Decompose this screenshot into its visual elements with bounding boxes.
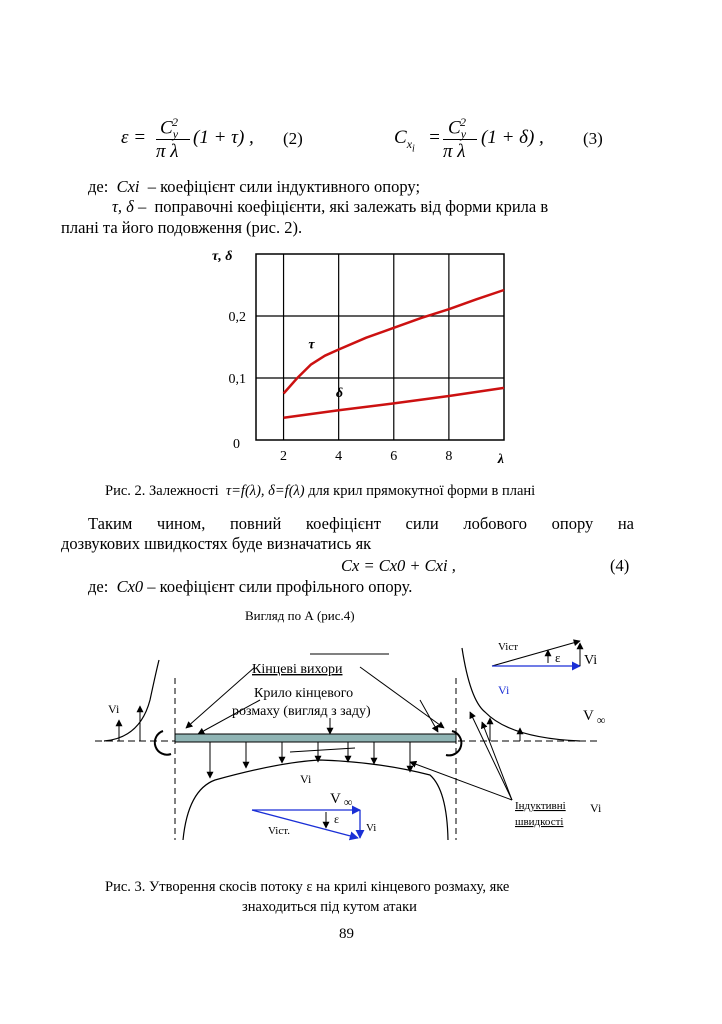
eq2-lhs: ε = bbox=[121, 127, 147, 148]
series-label-1: δ bbox=[335, 385, 344, 401]
x-tick-label: 6 bbox=[390, 449, 398, 464]
label-vi-center: Vi bbox=[300, 772, 312, 786]
label-vi-left: Vi bbox=[108, 702, 120, 716]
eq2-denominator: π λ bbox=[156, 141, 179, 162]
y-tick-label: 0,2 bbox=[228, 310, 246, 325]
definition-line: де: Cx0 – коефіцієнт сили профільного опору. bbox=[88, 577, 413, 596]
x-tick-label: 8 bbox=[445, 449, 453, 464]
label-wing-2: розмаху (вигляд з заду) bbox=[232, 704, 371, 719]
chart-grid bbox=[256, 254, 504, 440]
x-tick-label: 2 bbox=[280, 449, 288, 464]
x-axis-label: λ bbox=[497, 452, 504, 467]
label-vist-right: Viст bbox=[498, 641, 519, 653]
eq3-denominator: π λ bbox=[443, 141, 466, 162]
downwash-curve bbox=[183, 760, 448, 840]
pointer-wing-right bbox=[420, 700, 438, 732]
left-vortex bbox=[155, 731, 171, 755]
wing bbox=[175, 734, 456, 742]
eq3-tail: (1 + δ) , bbox=[481, 127, 544, 148]
label-vist-center: Viст. bbox=[268, 825, 290, 837]
eq3-numerator: $C_y^2$ bbox=[448, 115, 467, 142]
chart-frame bbox=[256, 254, 504, 440]
paragraph-line-2: дозвукових швидкостях буде визначатись як bbox=[61, 534, 372, 553]
pointer-induced-3 bbox=[482, 722, 512, 800]
eq2-tail: (1 + τ) , bbox=[193, 127, 254, 148]
pointer-vortex-right bbox=[360, 667, 444, 728]
crossline-wing bbox=[290, 748, 355, 752]
paragraph-line-1: Таким чином, повний коефіцієнт сили лобового опору на bbox=[88, 514, 634, 533]
figure-3-caption-1: Рис. 3. Утворення скосів потоку ε на крилі кінцевого розмаху, яке bbox=[105, 879, 510, 895]
text-line-3: плані та його подовження (рис. 2). bbox=[61, 218, 303, 237]
y-tick-label: 0,1 bbox=[228, 372, 246, 387]
equation-4: Cx = Cx0 + Cxi , bbox=[341, 556, 456, 575]
label-eps-center: ε bbox=[334, 812, 340, 826]
eq4-number: (4) bbox=[610, 556, 630, 575]
label-v-inf-right: V $_\infty$ bbox=[583, 708, 606, 727]
figure-3-diagram bbox=[0, 600, 722, 870]
fig3-title: Вигляд по А (рис.4) bbox=[245, 608, 355, 623]
eq3-fraction-bar bbox=[443, 139, 477, 140]
label-wing-1: Крило кінцевого bbox=[254, 686, 354, 701]
label-vi-center-small: Vi bbox=[366, 822, 377, 834]
label-v-inf-center: V $_\infty$ bbox=[330, 791, 353, 809]
text-line-2: τ, δ – поправочні коефіцієнти, які залежать від форми крила в bbox=[112, 197, 549, 216]
text-line-1: де: Cxi – коефіцієнт сили індуктивного опору; bbox=[88, 177, 421, 196]
label-eps-right: ε bbox=[555, 650, 561, 665]
eq2-fraction-bar bbox=[156, 139, 190, 140]
left-upwash-curve bbox=[104, 660, 159, 741]
label-vi-blue: Vi bbox=[498, 683, 510, 697]
label-vortices: Кінцеві вихори bbox=[252, 662, 343, 677]
series-label-0: τ bbox=[308, 337, 315, 353]
figure-2-caption: Рис. 2. Залежності τ=f(λ), δ=f(λ) для крил прямокутної форми в плані bbox=[105, 483, 536, 499]
label-vi-right: Vi bbox=[584, 653, 598, 668]
eq3-equals: = bbox=[428, 127, 441, 148]
eq2-numerator: $C_y^2$ bbox=[160, 115, 179, 142]
eq3-lhs: $C_{x_i}$ bbox=[394, 127, 415, 155]
eq2-number: (2) bbox=[283, 129, 303, 148]
page-number: 89 bbox=[339, 926, 354, 942]
figure-3-caption-2: знаходиться під кутом атаки bbox=[242, 899, 417, 915]
x-tick-label: 4 bbox=[335, 449, 343, 464]
eq3-number: (3) bbox=[583, 129, 603, 148]
origin-label: 0 bbox=[233, 437, 240, 452]
label-induced-1: Індуктивні bbox=[515, 800, 566, 812]
y-axis-label: τ, δ bbox=[212, 249, 233, 264]
figure-2-chart bbox=[200, 240, 530, 472]
label-vi-far-right: Vi bbox=[590, 801, 602, 815]
right-upwash-curve bbox=[462, 648, 580, 741]
label-induced-2: швидкості bbox=[515, 816, 564, 828]
